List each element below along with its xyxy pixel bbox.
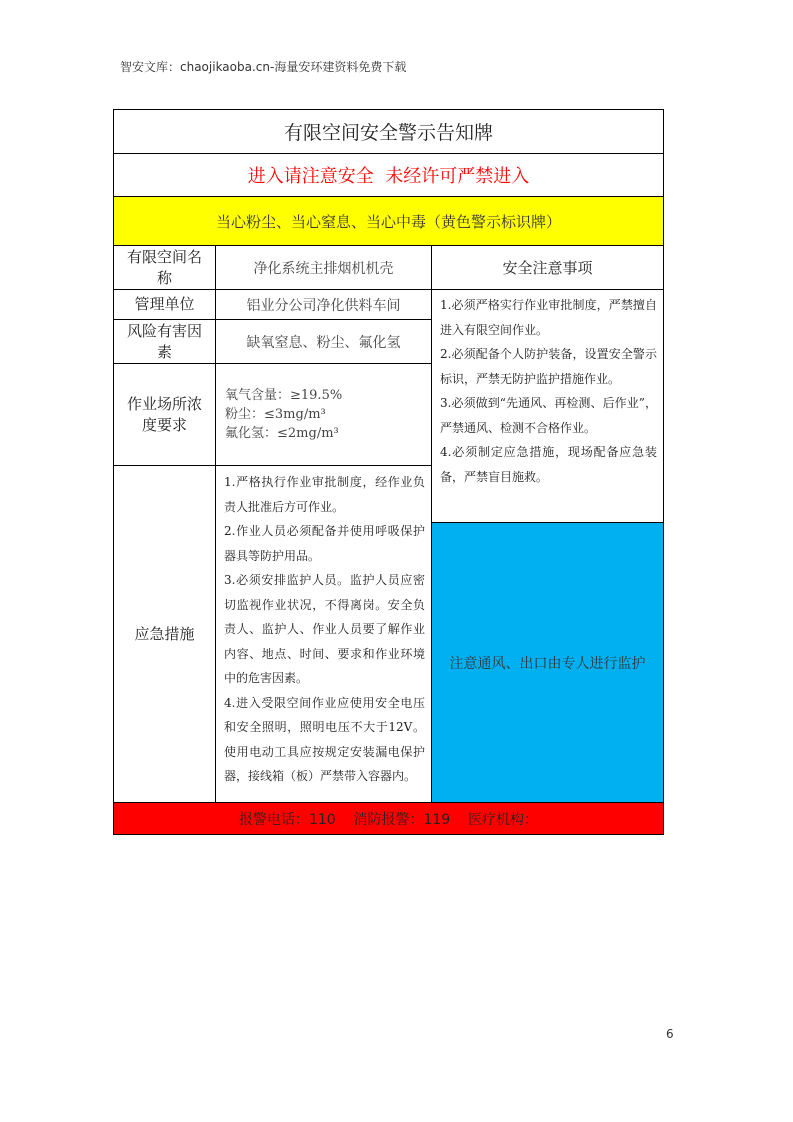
- notes-title: 安全注意事项: [431, 245, 664, 290]
- emergency-phone-footer: 报警电话：110 消防报警：119 医疗机构：: [113, 802, 664, 835]
- concentration-values: [215, 363, 432, 466]
- name-label: 有限空间名称: [113, 245, 216, 290]
- oxygen-requirement: 氧气含量：≥19.5%: [225, 388, 343, 403]
- note-item: 4.必须制定应急措施，现场配备应急装备，严禁盲目施救。: [440, 445, 657, 484]
- name-value: 净化系统主排烟机机壳: [215, 245, 432, 290]
- unit-value: 铝业分公司净化供料车间: [215, 289, 432, 320]
- risk-value: 缺氧窒息、粉尘、氟化氢: [215, 319, 432, 364]
- blue-note: 注意通风、出口由专人进行监护: [431, 522, 664, 803]
- sign-title: 有限空间安全警示告知牌: [113, 109, 664, 154]
- note-item: 1.必须严格实行作业审批制度，严禁擅自进入有限空间作业。: [440, 298, 657, 337]
- emergency-measures: [215, 465, 432, 803]
- emergency-label: 应急措施: [113, 465, 216, 803]
- concentration-label: 作业场所浓度要求: [113, 363, 216, 466]
- page-number: 6: [666, 1027, 674, 1041]
- risk-label: 风险有害因素: [113, 319, 216, 364]
- safety-notes: [431, 289, 664, 523]
- unit-label: 管理单位: [113, 289, 216, 320]
- page-header: 智安文库：chaojikaoba.cn-海量安环建资料免费下载: [120, 60, 407, 74]
- note-item: 3.必须做到“先通风、再检测、后作业”，严禁通风、检测不合格作业。: [440, 396, 657, 435]
- dust-requirement: 粉尘：≤3mg/m³: [225, 407, 326, 422]
- warning-text: 进入请注意安全 未经许可严禁进入: [113, 153, 664, 197]
- hf-requirement: 氟化氢：≤2mg/m³: [225, 426, 339, 441]
- emergency-item: 4.进入受限空间作业应使用安全电压和安全照明，照明电压不大于12V。使用电动工具应按规定安装漏电保护器，接线箱（板）严禁带入容器内。: [224, 695, 425, 783]
- emergency-item: 2.作业人员必须配备并使用呼吸保护器具等防护用品。: [224, 524, 425, 563]
- emergency-item: 1.严格执行作业审批制度，经作业负责人批准后方可作业。: [224, 475, 425, 514]
- emergency-item: 3.必须安排监护人员。监护人员应密切监视作业状况，不得离岗。安全负责人、监护人、作业人员要了解作业内容、地点、时间、要求和作业环境中的危害因素。: [224, 573, 425, 685]
- sign-type: 当心粉尘、当心窒息、当心中毒（黄色警示标识牌）: [113, 196, 664, 246]
- note-item: 2.必须配备个人防护装备，设置安全警示标识，严禁无防护监护措施作业。: [440, 347, 657, 386]
